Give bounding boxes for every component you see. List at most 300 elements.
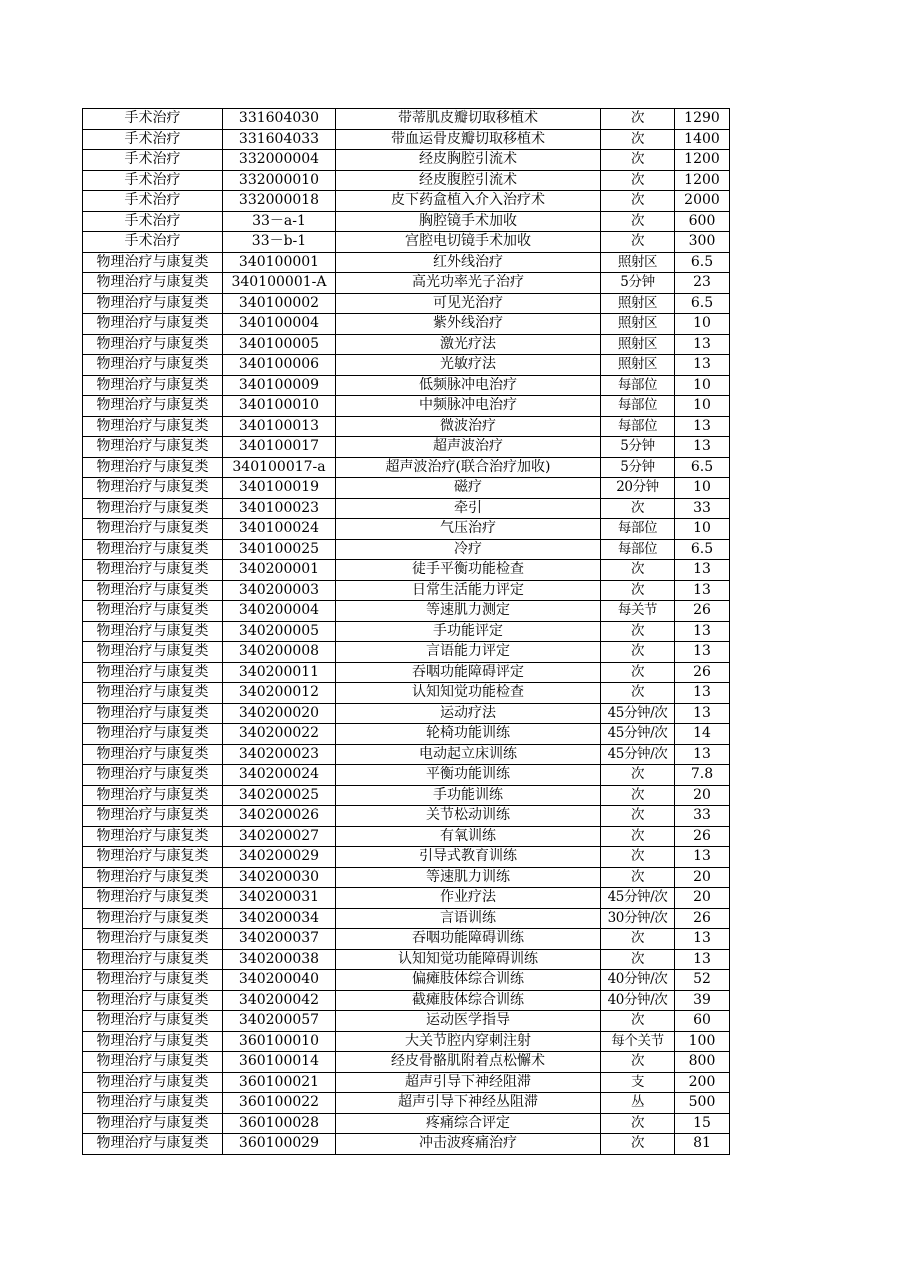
price-cell: 33 bbox=[675, 806, 730, 827]
item-name-cell: 经皮腹腔引流术 bbox=[336, 170, 601, 191]
item-name-cell: 认知知觉功能障碍训练 bbox=[336, 949, 601, 970]
code-cell: 360100010 bbox=[223, 1031, 336, 1052]
code-cell: 33－a-1 bbox=[223, 211, 336, 232]
category-cell: 物理治疗与康复类 bbox=[83, 334, 223, 355]
price-cell: 13 bbox=[675, 703, 730, 724]
unit-cell: 20分钟 bbox=[601, 478, 675, 499]
price-cell: 26 bbox=[675, 601, 730, 622]
price-cell: 1290 bbox=[675, 109, 730, 130]
unit-cell: 次 bbox=[601, 129, 675, 150]
unit-cell: 次 bbox=[601, 560, 675, 581]
unit-cell: 次 bbox=[601, 498, 675, 519]
item-name-cell: 红外线治疗 bbox=[336, 252, 601, 273]
unit-cell: 45分钟/次 bbox=[601, 744, 675, 765]
table-row bbox=[83, 560, 730, 581]
item-name-cell: 言语能力评定 bbox=[336, 642, 601, 663]
code-cell: 340100017-a bbox=[223, 457, 336, 478]
unit-cell: 每部位 bbox=[601, 396, 675, 417]
category-cell: 物理治疗与康复类 bbox=[83, 785, 223, 806]
unit-cell: 次 bbox=[601, 642, 675, 663]
category-cell: 物理治疗与康复类 bbox=[83, 252, 223, 273]
item-name-cell: 电动起立床训练 bbox=[336, 744, 601, 765]
code-cell: 340200023 bbox=[223, 744, 336, 765]
category-cell: 物理治疗与康复类 bbox=[83, 314, 223, 335]
code-cell: 340200012 bbox=[223, 683, 336, 704]
item-name-cell: 截瘫肢体综合训练 bbox=[336, 990, 601, 1011]
item-name-cell: 胸腔镜手术加收 bbox=[336, 211, 601, 232]
table-row bbox=[83, 1031, 730, 1052]
table-row bbox=[83, 232, 730, 253]
code-cell: 340200011 bbox=[223, 662, 336, 683]
item-name-cell: 皮下药盒植入介入治疗术 bbox=[336, 191, 601, 212]
table-row bbox=[83, 129, 730, 150]
price-cell: 100 bbox=[675, 1031, 730, 1052]
table-row bbox=[83, 806, 730, 827]
code-cell: 33－b-1 bbox=[223, 232, 336, 253]
code-cell: 340200001 bbox=[223, 560, 336, 581]
category-cell: 物理治疗与康复类 bbox=[83, 1031, 223, 1052]
item-name-cell: 经皮胸腔引流术 bbox=[336, 150, 601, 171]
item-name-cell: 手功能评定 bbox=[336, 621, 601, 642]
unit-cell: 40分钟/次 bbox=[601, 990, 675, 1011]
table-row bbox=[83, 457, 730, 478]
table-row bbox=[83, 293, 730, 314]
table-row bbox=[83, 847, 730, 868]
table-row bbox=[83, 498, 730, 519]
item-name-cell: 等速肌力测定 bbox=[336, 601, 601, 622]
unit-cell: 40分钟/次 bbox=[601, 970, 675, 991]
code-cell: 340200003 bbox=[223, 580, 336, 601]
table-row bbox=[83, 642, 730, 663]
category-cell: 物理治疗与康复类 bbox=[83, 478, 223, 499]
category-cell: 物理治疗与康复类 bbox=[83, 457, 223, 478]
category-cell: 手术治疗 bbox=[83, 191, 223, 212]
price-cell: 13 bbox=[675, 683, 730, 704]
price-table bbox=[82, 108, 730, 1155]
table-row bbox=[83, 252, 730, 273]
price-cell: 23 bbox=[675, 273, 730, 294]
category-cell: 物理治疗与康复类 bbox=[83, 826, 223, 847]
code-cell: 340100017 bbox=[223, 437, 336, 458]
unit-cell: 5分钟 bbox=[601, 273, 675, 294]
category-cell: 物理治疗与康复类 bbox=[83, 293, 223, 314]
price-cell: 200 bbox=[675, 1072, 730, 1093]
code-cell: 340100001-A bbox=[223, 273, 336, 294]
category-cell: 物理治疗与康复类 bbox=[83, 519, 223, 540]
unit-cell: 次 bbox=[601, 683, 675, 704]
code-cell: 332000004 bbox=[223, 150, 336, 171]
price-cell: 15 bbox=[675, 1113, 730, 1134]
table-row bbox=[83, 601, 730, 622]
category-cell: 物理治疗与康复类 bbox=[83, 888, 223, 909]
code-cell: 340200037 bbox=[223, 929, 336, 950]
price-cell: 800 bbox=[675, 1052, 730, 1073]
category-cell: 手术治疗 bbox=[83, 211, 223, 232]
category-cell: 物理治疗与康复类 bbox=[83, 437, 223, 458]
table-row bbox=[83, 908, 730, 929]
item-name-cell: 牵引 bbox=[336, 498, 601, 519]
code-cell: 340100010 bbox=[223, 396, 336, 417]
table-row bbox=[83, 990, 730, 1011]
table-row bbox=[83, 580, 730, 601]
code-cell: 340100009 bbox=[223, 375, 336, 396]
category-cell: 物理治疗与康复类 bbox=[83, 970, 223, 991]
code-cell: 360100022 bbox=[223, 1093, 336, 1114]
category-cell: 手术治疗 bbox=[83, 129, 223, 150]
unit-cell: 次 bbox=[601, 806, 675, 827]
item-name-cell: 等速肌力训练 bbox=[336, 867, 601, 888]
table-row bbox=[83, 519, 730, 540]
price-cell: 13 bbox=[675, 929, 730, 950]
item-name-cell: 激光疗法 bbox=[336, 334, 601, 355]
unit-cell: 5分钟 bbox=[601, 437, 675, 458]
table-row bbox=[83, 703, 730, 724]
price-cell: 26 bbox=[675, 908, 730, 929]
code-cell: 340200008 bbox=[223, 642, 336, 663]
unit-cell: 次 bbox=[601, 621, 675, 642]
price-cell: 1200 bbox=[675, 150, 730, 171]
table-row bbox=[83, 826, 730, 847]
price-cell: 6.5 bbox=[675, 252, 730, 273]
table-row bbox=[83, 785, 730, 806]
item-name-cell: 引导式教育训练 bbox=[336, 847, 601, 868]
category-cell: 物理治疗与康复类 bbox=[83, 560, 223, 581]
unit-cell: 次 bbox=[601, 1134, 675, 1155]
table-row bbox=[83, 437, 730, 458]
item-name-cell: 吞咽功能障碍评定 bbox=[336, 662, 601, 683]
price-cell: 52 bbox=[675, 970, 730, 991]
price-cell: 13 bbox=[675, 949, 730, 970]
code-cell: 340200029 bbox=[223, 847, 336, 868]
unit-cell: 每关节 bbox=[601, 601, 675, 622]
unit-cell: 次 bbox=[601, 847, 675, 868]
category-cell: 手术治疗 bbox=[83, 232, 223, 253]
price-cell: 33 bbox=[675, 498, 730, 519]
code-cell: 360100029 bbox=[223, 1134, 336, 1155]
unit-cell: 次 bbox=[601, 867, 675, 888]
code-cell: 340200031 bbox=[223, 888, 336, 909]
price-cell: 300 bbox=[675, 232, 730, 253]
item-name-cell: 冲击波疼痛治疗 bbox=[336, 1134, 601, 1155]
price-cell: 13 bbox=[675, 355, 730, 376]
table-row bbox=[83, 1011, 730, 1032]
category-cell: 物理治疗与康复类 bbox=[83, 601, 223, 622]
item-name-cell: 认知知觉功能检查 bbox=[336, 683, 601, 704]
category-cell: 物理治疗与康复类 bbox=[83, 744, 223, 765]
code-cell: 331604030 bbox=[223, 109, 336, 130]
category-cell: 物理治疗与康复类 bbox=[83, 1072, 223, 1093]
code-cell: 340100019 bbox=[223, 478, 336, 499]
category-cell: 物理治疗与康复类 bbox=[83, 662, 223, 683]
table-row bbox=[83, 539, 730, 560]
category-cell: 手术治疗 bbox=[83, 150, 223, 171]
unit-cell: 次 bbox=[601, 765, 675, 786]
unit-cell: 45分钟/次 bbox=[601, 888, 675, 909]
item-name-cell: 超声引导下神经丛阻滞 bbox=[336, 1093, 601, 1114]
code-cell: 340100025 bbox=[223, 539, 336, 560]
code-cell: 340100004 bbox=[223, 314, 336, 335]
table-row bbox=[83, 396, 730, 417]
item-name-cell: 气压治疗 bbox=[336, 519, 601, 540]
price-cell: 2000 bbox=[675, 191, 730, 212]
price-cell: 10 bbox=[675, 478, 730, 499]
table-row bbox=[83, 211, 730, 232]
code-cell: 340200034 bbox=[223, 908, 336, 929]
item-name-cell: 光敏疗法 bbox=[336, 355, 601, 376]
category-cell: 物理治疗与康复类 bbox=[83, 1093, 223, 1114]
item-name-cell: 言语训练 bbox=[336, 908, 601, 929]
table-row bbox=[83, 314, 730, 335]
code-cell: 340200005 bbox=[223, 621, 336, 642]
category-cell: 物理治疗与康复类 bbox=[83, 396, 223, 417]
table-row bbox=[83, 662, 730, 683]
price-cell: 20 bbox=[675, 867, 730, 888]
table-row bbox=[83, 683, 730, 704]
table-row bbox=[83, 949, 730, 970]
category-cell: 物理治疗与康复类 bbox=[83, 621, 223, 642]
price-cell: 81 bbox=[675, 1134, 730, 1155]
category-cell: 物理治疗与康复类 bbox=[83, 416, 223, 437]
price-cell: 6.5 bbox=[675, 457, 730, 478]
table-row bbox=[83, 888, 730, 909]
unit-cell: 丛 bbox=[601, 1093, 675, 1114]
price-cell: 13 bbox=[675, 334, 730, 355]
unit-cell: 每部位 bbox=[601, 519, 675, 540]
category-cell: 物理治疗与康复类 bbox=[83, 908, 223, 929]
table-row bbox=[83, 273, 730, 294]
unit-cell: 次 bbox=[601, 662, 675, 683]
price-cell: 13 bbox=[675, 642, 730, 663]
price-cell: 6.5 bbox=[675, 539, 730, 560]
price-cell: 13 bbox=[675, 437, 730, 458]
code-cell: 332000018 bbox=[223, 191, 336, 212]
price-cell: 13 bbox=[675, 560, 730, 581]
item-name-cell: 带蒂肌皮瓣切取移植术 bbox=[336, 109, 601, 130]
item-name-cell: 疼痛综合评定 bbox=[336, 1113, 601, 1134]
code-cell: 340200020 bbox=[223, 703, 336, 724]
item-name-cell: 超声波治疗(联合治疗加收) bbox=[336, 457, 601, 478]
item-name-cell: 超声引导下神经阻滞 bbox=[336, 1072, 601, 1093]
category-cell: 物理治疗与康复类 bbox=[83, 1113, 223, 1134]
item-name-cell: 平衡功能训练 bbox=[336, 765, 601, 786]
table-row bbox=[83, 334, 730, 355]
price-cell: 26 bbox=[675, 662, 730, 683]
item-name-cell: 冷疗 bbox=[336, 539, 601, 560]
item-name-cell: 吞咽功能障碍训练 bbox=[336, 929, 601, 950]
item-name-cell: 运动医学指导 bbox=[336, 1011, 601, 1032]
price-table-body bbox=[83, 109, 730, 1155]
category-cell: 物理治疗与康复类 bbox=[83, 355, 223, 376]
item-name-cell: 关节松动训练 bbox=[336, 806, 601, 827]
table-row bbox=[83, 1134, 730, 1155]
code-cell: 340200040 bbox=[223, 970, 336, 991]
table-row bbox=[83, 170, 730, 191]
price-cell: 500 bbox=[675, 1093, 730, 1114]
code-cell: 340200025 bbox=[223, 785, 336, 806]
unit-cell: 次 bbox=[601, 170, 675, 191]
code-cell: 340100024 bbox=[223, 519, 336, 540]
code-cell: 340100013 bbox=[223, 416, 336, 437]
table-row bbox=[83, 416, 730, 437]
code-cell: 340200038 bbox=[223, 949, 336, 970]
price-cell: 13 bbox=[675, 621, 730, 642]
code-cell: 340100006 bbox=[223, 355, 336, 376]
item-name-cell: 徒手平衡功能检查 bbox=[336, 560, 601, 581]
item-name-cell: 有氧训练 bbox=[336, 826, 601, 847]
category-cell: 手术治疗 bbox=[83, 170, 223, 191]
table-row bbox=[83, 375, 730, 396]
table-row bbox=[83, 1113, 730, 1134]
item-name-cell: 超声波治疗 bbox=[336, 437, 601, 458]
code-cell: 340100001 bbox=[223, 252, 336, 273]
item-name-cell: 偏瘫肢体综合训练 bbox=[336, 970, 601, 991]
unit-cell: 每个关节 bbox=[601, 1031, 675, 1052]
category-cell: 物理治疗与康复类 bbox=[83, 806, 223, 827]
item-name-cell: 日常生活能力评定 bbox=[336, 580, 601, 601]
unit-cell: 次 bbox=[601, 150, 675, 171]
code-cell: 340200026 bbox=[223, 806, 336, 827]
unit-cell: 次 bbox=[601, 1113, 675, 1134]
category-cell: 物理治疗与康复类 bbox=[83, 765, 223, 786]
table-row bbox=[83, 109, 730, 130]
table-row bbox=[83, 744, 730, 765]
code-cell: 360100028 bbox=[223, 1113, 336, 1134]
price-cell: 10 bbox=[675, 519, 730, 540]
code-cell: 340200030 bbox=[223, 867, 336, 888]
code-cell: 331604033 bbox=[223, 129, 336, 150]
price-cell: 26 bbox=[675, 826, 730, 847]
code-cell: 340200004 bbox=[223, 601, 336, 622]
unit-cell: 45分钟/次 bbox=[601, 703, 675, 724]
category-cell: 物理治疗与康复类 bbox=[83, 867, 223, 888]
table-row bbox=[83, 1052, 730, 1073]
price-cell: 14 bbox=[675, 724, 730, 745]
item-name-cell: 作业疗法 bbox=[336, 888, 601, 909]
price-cell: 13 bbox=[675, 744, 730, 765]
unit-cell: 每部位 bbox=[601, 416, 675, 437]
category-cell: 物理治疗与康复类 bbox=[83, 949, 223, 970]
category-cell: 物理治疗与康复类 bbox=[83, 539, 223, 560]
item-name-cell: 大关节腔内穿刺注射 bbox=[336, 1031, 601, 1052]
category-cell: 物理治疗与康复类 bbox=[83, 990, 223, 1011]
unit-cell: 次 bbox=[601, 1052, 675, 1073]
category-cell: 物理治疗与康复类 bbox=[83, 683, 223, 704]
unit-cell: 次 bbox=[601, 1011, 675, 1032]
category-cell: 物理治疗与康复类 bbox=[83, 929, 223, 950]
item-name-cell: 宫腔电切镜手术加收 bbox=[336, 232, 601, 253]
category-cell: 物理治疗与康复类 bbox=[83, 375, 223, 396]
code-cell: 340200057 bbox=[223, 1011, 336, 1032]
category-cell: 物理治疗与康复类 bbox=[83, 1134, 223, 1155]
unit-cell: 次 bbox=[601, 109, 675, 130]
table-row bbox=[83, 929, 730, 950]
table-row bbox=[83, 867, 730, 888]
item-name-cell: 紫外线治疗 bbox=[336, 314, 601, 335]
item-name-cell: 低频脉冲电治疗 bbox=[336, 375, 601, 396]
code-cell: 340200022 bbox=[223, 724, 336, 745]
table-row bbox=[83, 621, 730, 642]
unit-cell: 次 bbox=[601, 826, 675, 847]
table-row bbox=[83, 478, 730, 499]
unit-cell: 次 bbox=[601, 232, 675, 253]
price-cell: 7.8 bbox=[675, 765, 730, 786]
code-cell: 360100014 bbox=[223, 1052, 336, 1073]
table-row bbox=[83, 970, 730, 991]
price-cell: 10 bbox=[675, 396, 730, 417]
unit-cell: 照射区 bbox=[601, 314, 675, 335]
price-cell: 13 bbox=[675, 847, 730, 868]
category-cell: 物理治疗与康复类 bbox=[83, 847, 223, 868]
unit-cell: 次 bbox=[601, 929, 675, 950]
category-cell: 物理治疗与康复类 bbox=[83, 724, 223, 745]
item-name-cell: 手功能训练 bbox=[336, 785, 601, 806]
price-cell: 13 bbox=[675, 416, 730, 437]
price-cell: 6.5 bbox=[675, 293, 730, 314]
price-cell: 10 bbox=[675, 375, 730, 396]
code-cell: 340200027 bbox=[223, 826, 336, 847]
unit-cell: 照射区 bbox=[601, 252, 675, 273]
category-cell: 物理治疗与康复类 bbox=[83, 498, 223, 519]
price-cell: 20 bbox=[675, 888, 730, 909]
table-row bbox=[83, 765, 730, 786]
price-cell: 600 bbox=[675, 211, 730, 232]
item-name-cell: 磁疗 bbox=[336, 478, 601, 499]
table-row bbox=[83, 724, 730, 745]
unit-cell: 次 bbox=[601, 191, 675, 212]
code-cell: 360100021 bbox=[223, 1072, 336, 1093]
unit-cell: 每部位 bbox=[601, 539, 675, 560]
unit-cell: 照射区 bbox=[601, 293, 675, 314]
unit-cell: 次 bbox=[601, 949, 675, 970]
category-cell: 物理治疗与康复类 bbox=[83, 1011, 223, 1032]
item-name-cell: 可见光治疗 bbox=[336, 293, 601, 314]
category-cell: 物理治疗与康复类 bbox=[83, 273, 223, 294]
price-cell: 13 bbox=[675, 580, 730, 601]
unit-cell: 支 bbox=[601, 1072, 675, 1093]
item-name-cell: 经皮骨骼肌附着点松懈术 bbox=[336, 1052, 601, 1073]
price-cell: 1400 bbox=[675, 129, 730, 150]
code-cell: 332000010 bbox=[223, 170, 336, 191]
unit-cell: 次 bbox=[601, 211, 675, 232]
item-name-cell: 微波治疗 bbox=[336, 416, 601, 437]
price-cell: 1200 bbox=[675, 170, 730, 191]
unit-cell: 次 bbox=[601, 785, 675, 806]
category-cell: 物理治疗与康复类 bbox=[83, 1052, 223, 1073]
unit-cell: 照射区 bbox=[601, 334, 675, 355]
unit-cell: 45分钟/次 bbox=[601, 724, 675, 745]
unit-cell: 次 bbox=[601, 580, 675, 601]
item-name-cell: 运动疗法 bbox=[336, 703, 601, 724]
unit-cell: 5分钟 bbox=[601, 457, 675, 478]
category-cell: 物理治疗与康复类 bbox=[83, 580, 223, 601]
category-cell: 手术治疗 bbox=[83, 109, 223, 130]
category-cell: 物理治疗与康复类 bbox=[83, 703, 223, 724]
price-cell: 39 bbox=[675, 990, 730, 1011]
category-cell: 物理治疗与康复类 bbox=[83, 642, 223, 663]
table-row bbox=[83, 1072, 730, 1093]
table-row bbox=[83, 150, 730, 171]
unit-cell: 照射区 bbox=[601, 355, 675, 376]
code-cell: 340100005 bbox=[223, 334, 336, 355]
item-name-cell: 中频脉冲电治疗 bbox=[336, 396, 601, 417]
code-cell: 340200042 bbox=[223, 990, 336, 1011]
item-name-cell: 高光功率光子治疗 bbox=[336, 273, 601, 294]
code-cell: 340100002 bbox=[223, 293, 336, 314]
unit-cell: 每部位 bbox=[601, 375, 675, 396]
price-cell: 20 bbox=[675, 785, 730, 806]
price-cell: 60 bbox=[675, 1011, 730, 1032]
price-cell: 10 bbox=[675, 314, 730, 335]
